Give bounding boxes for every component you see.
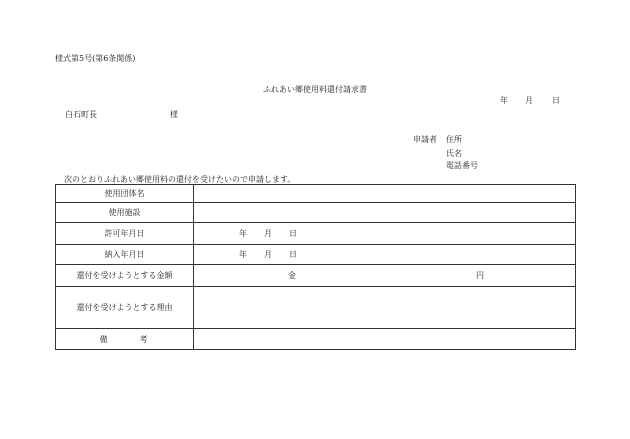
table-row-facility: [56, 202, 575, 222]
table-row-refund-reason: [56, 286, 575, 328]
date-year-label: 年: [500, 96, 508, 105]
form-number: 様式第5号(第6条関係): [55, 54, 136, 63]
row-label: 備 考: [56, 329, 194, 349]
refund-form-table: [55, 184, 576, 350]
row-label: 使用団体名: [56, 185, 194, 202]
address-label: 住所: [446, 135, 462, 144]
table-row-payment-date: [56, 244, 575, 264]
row-label: 許可年月日: [56, 223, 194, 244]
row-label: 使用施設: [56, 203, 194, 222]
amount-prefix: 金: [288, 270, 296, 280]
date-month-label: 月: [525, 96, 533, 105]
name-label: 氏名: [446, 149, 462, 158]
document-title: ふれあい郷使用料還付請求書: [263, 85, 367, 94]
table-row-permit-date: [56, 222, 575, 244]
year-label: 年: [239, 249, 247, 259]
day-label: 日: [289, 249, 297, 259]
month-label: 月: [264, 228, 272, 238]
table-row-remarks: [56, 328, 575, 349]
month-label: 月: [264, 249, 272, 259]
row-label: 還付を受けようとする理由: [56, 287, 194, 328]
table-row-group-name: [56, 185, 575, 202]
intro-text: 次のとおりふれあい郷使用料の還付を受けたいので申請します。: [64, 175, 296, 184]
row-label: 納入年月日: [56, 245, 194, 264]
row-label: 還付を受けようとする金額: [56, 265, 194, 286]
day-label: 日: [289, 228, 297, 238]
table-row-refund-amount: [56, 264, 575, 286]
yen-unit: 円: [476, 270, 484, 280]
addressee: 白石町長: [65, 110, 97, 119]
applicant-label: 申請者: [413, 135, 437, 144]
honorific: 様: [170, 110, 178, 119]
date-day-label: 日: [552, 96, 560, 105]
year-label: 年: [239, 228, 247, 238]
phone-label: 電話番号: [446, 161, 478, 170]
